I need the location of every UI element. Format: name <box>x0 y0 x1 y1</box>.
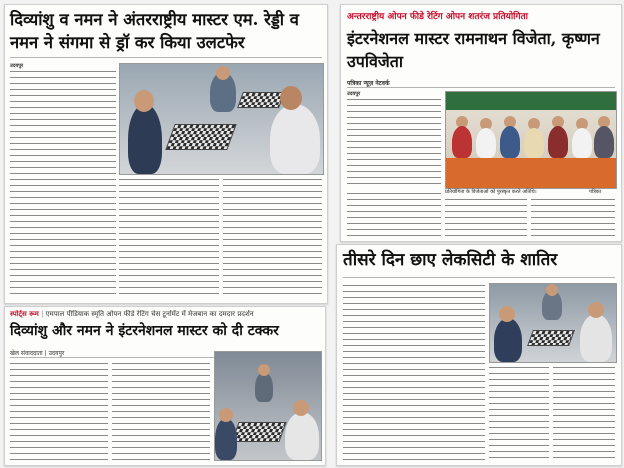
clip3-kicker: स्पोर्ट्स रूम <box>10 310 39 318</box>
clip2-dateline: उदयपुर <box>347 91 361 97</box>
clip1-headline: दिव्यांशु व नमन ने अंतरराष्ट्रीय मास्टर एम. रेड्डी व नमन ने संगमा से ड्रॉ कर किया उलटफेर <box>10 10 299 52</box>
clip1-body-col1 <box>10 63 116 299</box>
clip1-dateline: उदयपुर <box>10 63 24 69</box>
clip3-subkicker: एमपाल पीडियाक स्मृति ओपन फीडे रेटिंग चेस टूर्नामेंट में मेजबान का दमदार प्रदर्शन <box>45 310 254 318</box>
clip1-body-col3 <box>223 177 322 299</box>
clip4-body-col2 <box>489 365 549 461</box>
clip2-body-col3 <box>531 197 615 237</box>
news-clipping-2 <box>340 4 622 242</box>
clip1-body-col2 <box>119 177 219 299</box>
clip3-headline: दिव्यांशु और नमन ने इंटरनेशनल मास्टर को दी टक्कर <box>10 323 279 339</box>
clip1-photo <box>119 63 324 175</box>
clip4-body-col3 <box>553 365 615 461</box>
clip2-body-col1 <box>347 91 441 187</box>
clip2-kicker: अन्तरराष्ट्रीय ओपन फीडे रेटिंग ओपन शतरंज प्रतियोगिता <box>347 12 529 22</box>
clip3-body-col1 <box>10 361 108 461</box>
clip2-body-col1b <box>347 191 441 237</box>
clip2-byline: पत्रिका न्यूज़ नेटवर्क <box>347 80 390 87</box>
clip2-headline: इंटरनेशनल मास्टर रामनाथन विजेता, कृष्णन उपविजेता <box>347 29 600 71</box>
clip3-kicker-row: स्पोर्ट्स रूम | एमपाल पीडियाक स्मृति ओपन फीडे रेटिंग चेस टूर्नामेंट में मेजबान का दमदार प्रदर्शन <box>10 310 254 318</box>
clip2-photo <box>445 91 617 189</box>
clip2-caption-side: पत्रिका <box>589 189 602 195</box>
clip4-body-col1 <box>343 283 485 461</box>
clip3-byline: खेल संवाददाता | उदयपुर <box>10 350 65 357</box>
clip4-headline: तीसरे दिन छाए लेकसिटी के शातिर <box>343 250 558 270</box>
clip2-caption: प्रतियोगिता के विजेताओं को पुरस्कृत करते अतिथि। <box>445 189 537 195</box>
clip2-body-col2 <box>445 197 527 237</box>
clip4-photo <box>489 283 617 363</box>
clip3-photo <box>214 351 322 461</box>
clip3-body-col2 <box>112 361 210 461</box>
news-clipping-4 <box>336 244 622 466</box>
news-clipping-1 <box>4 4 328 304</box>
news-clipping-3 <box>4 306 326 466</box>
